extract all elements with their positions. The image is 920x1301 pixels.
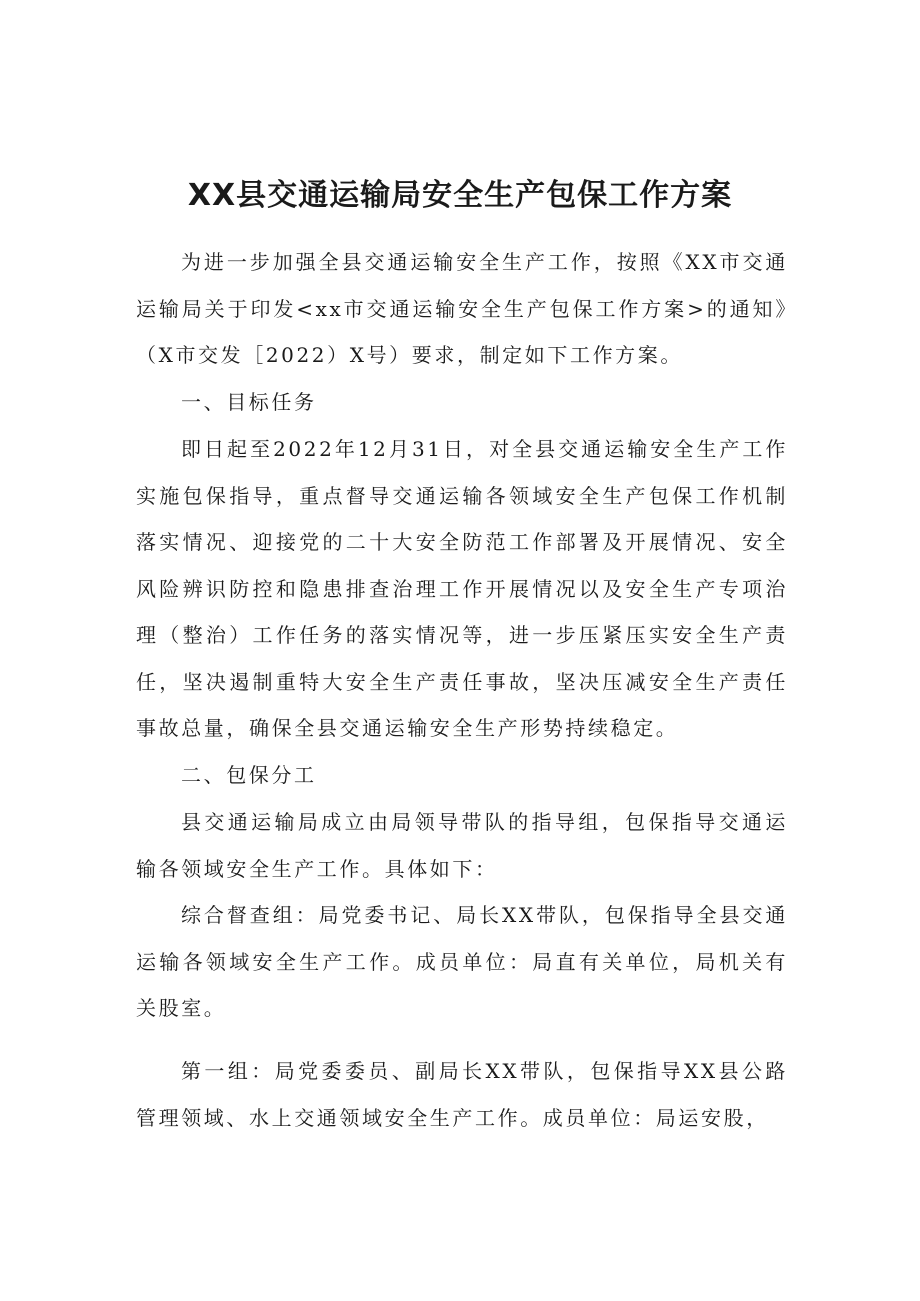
paragraph-division-intro: 县交通运输局成立由局领导带队的指导组，包保指导交通运输各领域安全生产工作。具体如下： (136, 810, 788, 881)
paragraph-general-group: 综合督查组：局党委书记、局长XX带队，包保指导全县交通运输各领域安全生产工作。成员单位：局直有关单位，局机关有关股室。 (136, 903, 788, 1020)
paragraph-intro: 为进一步加强全县交通运输安全生产工作，按照《XX市交通运输局关于印发<xx市交通运输安全生产包保工作方案>的通知》（X市交发［2022）X号）要求，制定如下工作方案。 (136, 250, 788, 367)
document-title: XX县交通运输局安全生产包保工作方案 (187, 178, 733, 213)
section-heading-objectives: 一、目标任务 (181, 390, 317, 414)
section-heading-division: 二、包保分工 (181, 763, 317, 787)
paragraph-objectives: 即日起至2022年12月31日，对全县交通运输安全生产工作实施包保指导，重点督导交通运输各领域安全生产包保工作机制落实情况、迎接党的二十大安全防范工作部署及开展情况、安全风险辨识防控和隐患排查治理工作开展情况以及安全生产专项治理（整治）工作任务的落实情况等，进一步压紧压实安全生产责任，坚决遏制重特大安全生产责任事故，坚决压减安全生产责任事故总量，确保全县交通运输安全生产形势持续稳定。 (136, 437, 788, 740)
paragraph-group-1: 第一组：局党委委员、副局长XX带队，包保指导XX县公路管理领域、水上交通领域安全生产工作。成员单位：局运安股， (136, 1059, 788, 1130)
